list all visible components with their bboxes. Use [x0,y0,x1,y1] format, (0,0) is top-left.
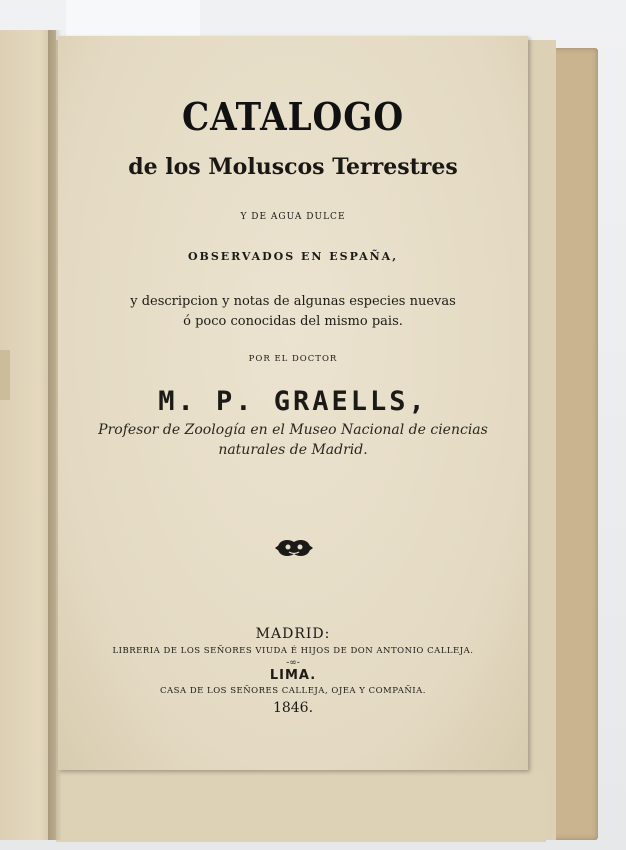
line-observados: OBSERVADOS EN ESPAÑA, [187,250,399,263]
lower-page-edge [56,772,546,842]
por-el-doctor: POR EL DOCTOR [248,354,338,364]
author-name: M. P. GRAELLS, [158,386,428,417]
imprint-year: 1846. [272,700,314,716]
description-line-2: ó poco conocidas del mismo pais. [183,314,403,329]
imprint-city-lima: LIMA. [269,668,317,683]
affiliation-line-1: Profesor de Zoología en el Museo Nacional de ciencias [98,422,488,438]
imprint-line-1: LIBRERIA DE LOS SEÑORES VIUDA É HIJOS DE DON ANTONIO CALLEJA. [112,646,474,656]
description-line-1: y descripcion y notas de algunas especies nuevas [130,294,456,309]
title-page [58,36,528,770]
affiliation-line-2: naturales de Madrid. [218,442,368,458]
imprint-line-2: CASA DE LOS SEÑORES CALLEJA, OJEA Y COMPAÑIA. [160,686,426,696]
printer-ornament-icon [274,536,314,560]
book-title: CATALOGO [181,94,405,139]
line-agua-dulce: Y DE AGUA DULCE [240,212,346,222]
paper-tape [66,0,200,41]
imprint-city-madrid: MADRID: [255,626,331,642]
left-page-edge [0,350,10,400]
book-subtitle: de los Moluscos Terrestres [128,154,458,180]
imprint-divider: -∞- [286,658,300,668]
